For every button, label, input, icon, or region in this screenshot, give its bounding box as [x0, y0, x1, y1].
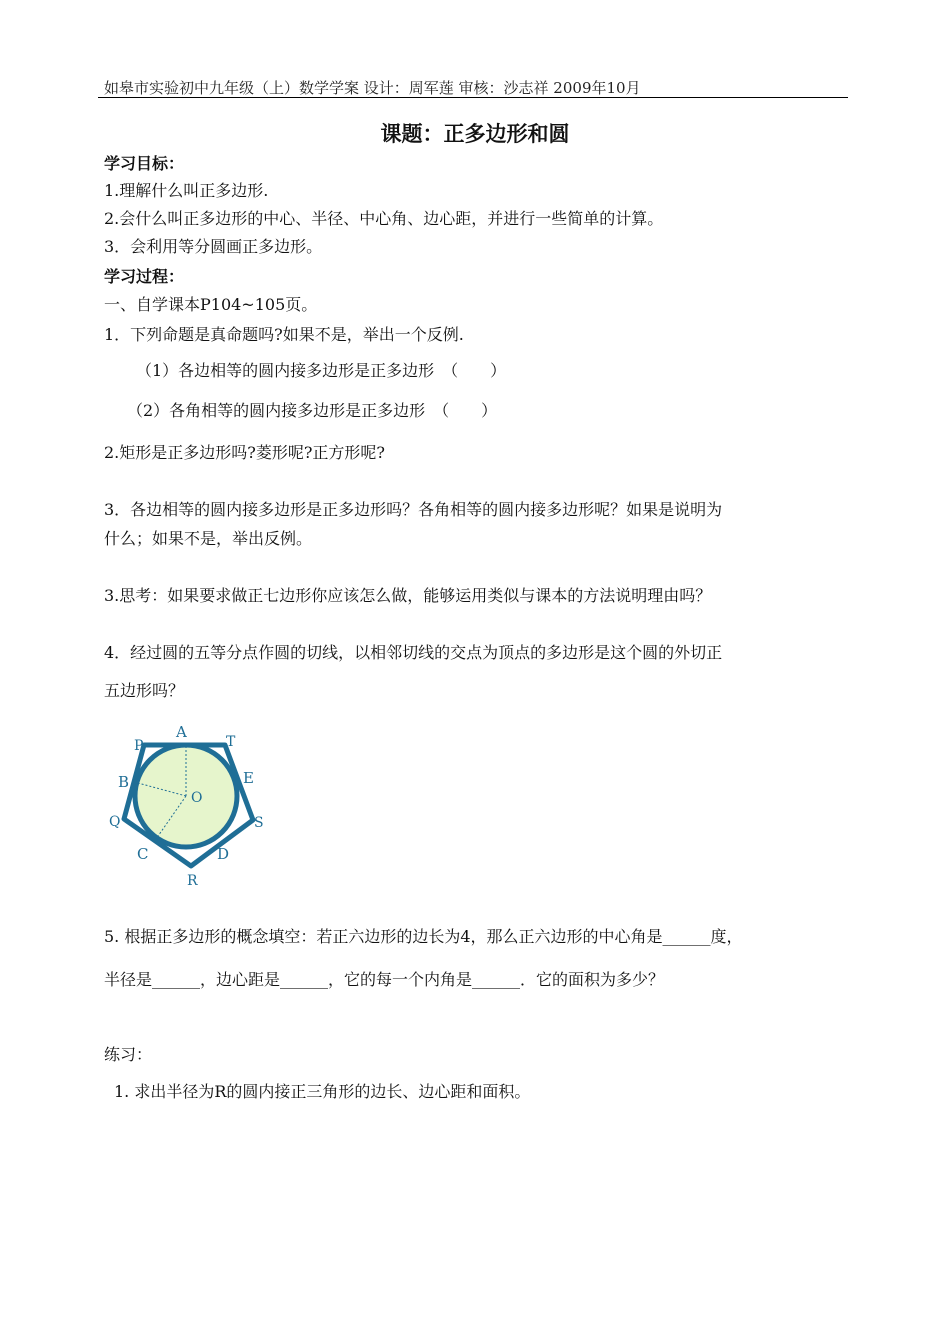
question-1b: （2）各角相等的圆内接多边形是正多边形 （ ） [127, 401, 498, 420]
label-c: C [137, 845, 149, 863]
goal-item-1: 1.理解什么叫正多边形. [104, 181, 269, 200]
process-intro: 一、自学课本P104~105页。 [104, 295, 318, 314]
goal-item-2: 2.会什么叫正多边形的中心、半径、中心角、边心距，并进行一些简单的计算。 [104, 209, 664, 228]
label-p: P [134, 738, 144, 754]
page-header: 如皋市实验初中九年级（上）数学学案 设计：周军莲 审核：沙志祥 2009年10月 [104, 79, 641, 97]
question-3-line2: 什么；如果不是，举出反例。 [104, 529, 313, 548]
practice-heading: 练习： [104, 1045, 153, 1064]
label-o: O [191, 790, 203, 806]
header-rule [98, 97, 848, 98]
page-title: 课题：正多边形和圆 [380, 122, 570, 146]
question-3-line1: 3．各边相等的圆内接多边形是正多边形吗？各角相等的圆内接多边形呢？如果是说明为 [104, 500, 723, 519]
question-5-line2: 半径是______，边心距是______，它的每一个内角是______．它的面积为多少？ [104, 970, 665, 989]
label-b: B [118, 773, 130, 791]
label-q: Q [109, 814, 121, 830]
question-4-line2: 五边形吗？ [104, 681, 185, 700]
label-t: T [226, 734, 236, 750]
question-1a: （1）各边相等的圆内接多边形是正多边形 （ ） [136, 361, 507, 380]
practice-item-1: 1. 求出半径为R的圆内接正三角形的边长、边心距和面积。 [114, 1082, 531, 1101]
pentagon-figure [100, 715, 280, 890]
label-e: E [243, 769, 254, 787]
label-a: A [176, 723, 187, 741]
question-1: 1．下列命题是真命题吗?如果不是，举出一个反例. [104, 325, 464, 344]
goals-heading: 学习目标： [104, 154, 185, 173]
question-5-line1: 5. 根据正多边形的概念填空：若正六边形的边长为4，那么正六边形的中心角是______度， [104, 927, 743, 946]
process-heading: 学习过程： [104, 267, 185, 286]
think-question: 3.思考：如果要求做正七边形你应该怎么做，能够运用类似与课本的方法说明理由吗？ [104, 586, 712, 605]
question-2: 2.矩形是正多边形吗?菱形呢?正方形呢? [104, 443, 386, 462]
label-r: R [187, 873, 198, 889]
label-s: S [254, 815, 264, 831]
question-4-line1: 4．经过圆的五等分点作圆的切线，以相邻切线的交点为顶点的多边形是这个圆的外切正 [104, 643, 723, 662]
label-d: D [217, 845, 230, 863]
goal-item-3: 3．会利用等分圆画正多边形。 [104, 237, 323, 256]
